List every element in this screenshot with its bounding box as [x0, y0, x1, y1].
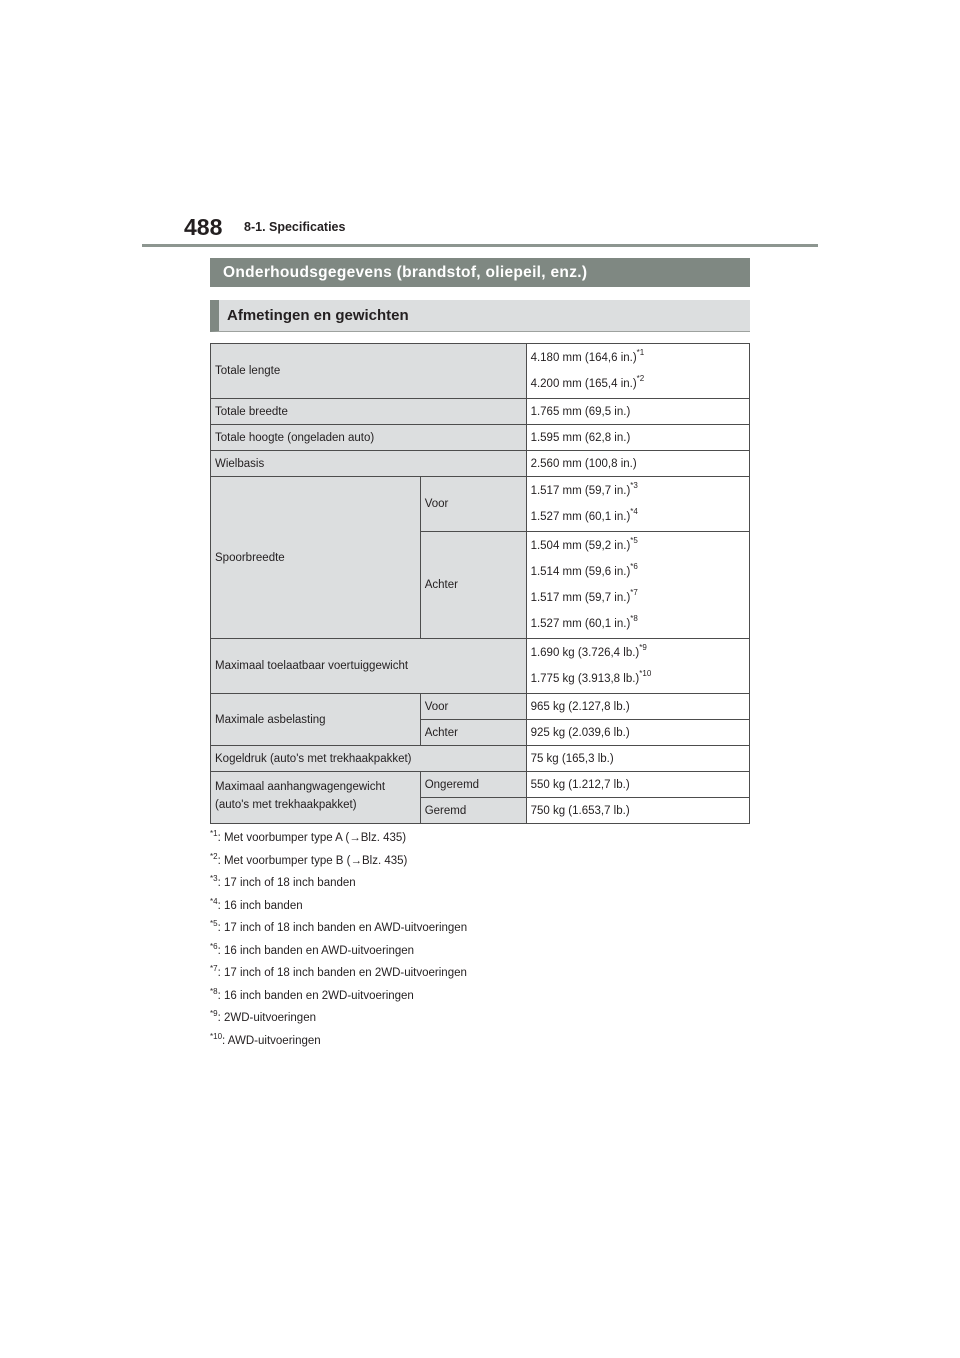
- value-line: 1.514 mm (59,6 in.): [530, 566, 631, 578]
- footnote-mark: *9: [210, 1009, 218, 1018]
- footnote-ref: *2: [636, 374, 645, 383]
- value-totale-hoogte: 1.595 mm (62,8 in.): [526, 425, 749, 451]
- value-line: 1.527 mm (60,1 in.): [530, 618, 631, 630]
- footnote-text: : 17 inch of 18 inch banden: [217, 877, 356, 889]
- footnote-mark: *6: [210, 941, 218, 951]
- value-line: 1.504 mm (59,2 in.): [530, 540, 631, 552]
- footnote-mark: *1: [210, 829, 218, 838]
- label-max-gewicht: Maximaal toelaatbaar voertuiggewicht: [211, 639, 527, 694]
- table-row: [211, 399, 750, 425]
- footnote: [210, 940, 750, 963]
- footnote-mark: *8: [210, 986, 218, 996]
- label-kogeldruk: Kogeldruk (auto's met trekhaakpakket): [211, 746, 527, 772]
- footnotes: [210, 827, 750, 1052]
- footnote-text: : 16 inch banden: [217, 899, 303, 912]
- label-as-voor: Voor: [420, 694, 526, 720]
- label-totale-hoogte: Totale hoogte (ongeladen auto): [211, 425, 527, 451]
- table-row: [211, 772, 750, 798]
- value-totale-breedte: 1.765 mm (69,5 in.): [526, 399, 749, 425]
- value-spoor-voor: [526, 477, 749, 532]
- footnote-ref: *5: [630, 536, 638, 545]
- label-totale-breedte: Totale breedte: [211, 399, 527, 425]
- footnote-ref: *6: [630, 562, 638, 571]
- label-line: Maximaal aanhangwagengewicht: [215, 781, 386, 793]
- label-aanhangwagen: [211, 772, 421, 824]
- footnote: [210, 985, 750, 1008]
- value-ongeremd: 550 kg (1.212,7 lb.): [526, 772, 749, 798]
- footnote: [210, 962, 750, 985]
- label-spoor-achter: Achter: [420, 532, 526, 639]
- footnote: [210, 1007, 750, 1030]
- table-row: [211, 477, 750, 532]
- value-geremd: 750 kg (1.653,7 lb.): [526, 798, 749, 824]
- table-row: [211, 344, 750, 399]
- value-as-voor: 965 kg (2.127,8 lb.): [526, 694, 749, 720]
- footnote-ref: *8: [630, 614, 638, 623]
- table-row: [211, 425, 750, 451]
- label-totale-lengte: Totale lengte: [211, 344, 527, 399]
- label-asbelasting: Maximale asbelasting: [211, 694, 421, 746]
- subheading-box: [210, 300, 750, 332]
- footnote-text: : Met voorbumper type B (→Blz. 435): [217, 854, 408, 867]
- footnote-text: : 17 inch of 18 inch banden en AWD-uitvoeringen: [217, 922, 468, 934]
- table-row: [211, 694, 750, 720]
- value-as-achter: 925 kg (2.039,6 lb.): [526, 720, 749, 746]
- footnote: [210, 872, 750, 895]
- footnote-mark: *7: [210, 964, 218, 973]
- footnote-mark: *3: [210, 874, 218, 883]
- value-line: 1.527 mm (60,1 in.): [530, 511, 631, 523]
- footnote-ref: *1: [636, 348, 645, 357]
- value-totale-lengte: [526, 344, 749, 399]
- section-title: 8-1. Specificaties: [244, 220, 346, 234]
- header-divider: [142, 244, 818, 247]
- label-line: (auto's met trekhaakpakket): [215, 799, 357, 811]
- footnote-text: : 2WD-uitvoeringen: [217, 1012, 316, 1024]
- footnote-ref: *9: [639, 643, 647, 652]
- label-wielbasis: Wielbasis: [211, 451, 527, 477]
- footnote-text: : 16 inch banden en 2WD-uitvoeringen: [217, 989, 414, 1002]
- footnote-ref: *3: [630, 481, 638, 490]
- footnote: [210, 1030, 750, 1053]
- footnote: [210, 917, 750, 940]
- footnote-ref: *10: [639, 669, 652, 678]
- subheading-title: Afmetingen en gewichten: [227, 307, 409, 324]
- footnote: [210, 895, 750, 918]
- footnote-ref: *4: [630, 507, 638, 516]
- value-line: 1.517 mm (59,7 in.): [530, 592, 631, 604]
- value-spoor-achter: [526, 532, 749, 639]
- footnote-text: : Met voorbumper type A (→Blz. 435): [217, 832, 407, 844]
- table-row: [211, 639, 750, 694]
- label-ongeremd: Ongeremd: [420, 772, 526, 798]
- chapter-banner: Onderhoudsgegevens (brandstof, oliepeil, enz.): [210, 258, 750, 287]
- value-line: 1.775 kg (3.913,8 lb.): [530, 673, 640, 685]
- label-spoorbreedte: Spoorbreedte: [211, 477, 421, 639]
- footnote-text: : 16 inch banden en AWD-uitvoeringen: [217, 944, 415, 957]
- specifications-table: [210, 343, 750, 824]
- footnote-mark: *4: [210, 896, 218, 906]
- value-kogeldruk: 75 kg (165,3 lb.): [526, 746, 749, 772]
- footnote: [210, 850, 750, 873]
- footnote: [210, 827, 750, 850]
- table-row: [211, 451, 750, 477]
- value-max-gewicht: [526, 639, 749, 694]
- table-row: [211, 746, 750, 772]
- page-number: 488: [184, 214, 223, 240]
- value-line: 1.690 kg (3.726,4 lb.): [530, 647, 640, 659]
- value-line: 4.200 mm (165,4 in.): [530, 378, 637, 390]
- label-geremd: Geremd: [420, 798, 526, 824]
- footnote-mark: *10: [210, 1031, 223, 1041]
- value-line: 1.517 mm (59,7 in.): [530, 485, 631, 497]
- footnote-text: : 17 inch of 18 inch banden en 2WD-uitvoeringen: [217, 967, 467, 979]
- label-as-achter: Achter: [420, 720, 526, 746]
- label-spoor-voor: Voor: [420, 477, 526, 532]
- footnote-mark: *5: [210, 919, 218, 928]
- footnote-mark: *2: [210, 851, 218, 861]
- value-wielbasis: 2.560 mm (100,8 in.): [526, 451, 749, 477]
- footnote-text: : AWD-uitvoeringen: [222, 1034, 321, 1047]
- footnote-ref: *7: [630, 588, 638, 597]
- value-line: 4.180 mm (164,6 in.): [530, 352, 637, 364]
